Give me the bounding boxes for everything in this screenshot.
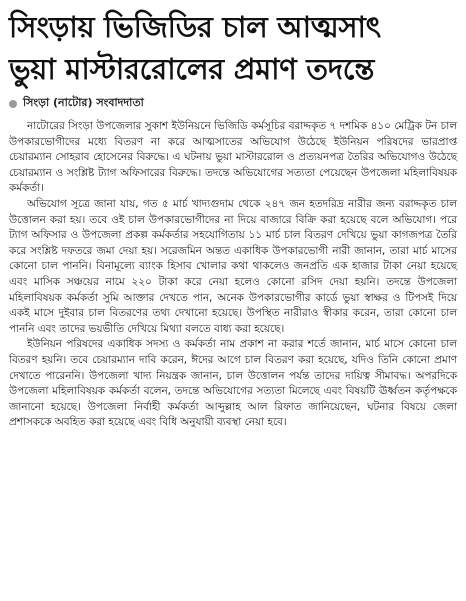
bullet-dot-icon	[9, 100, 17, 108]
article-paragraph-1: নাটোরের সিংড়া উপজেলার সুকাশ ইউনিয়নে ভিজিডি কর্মসূচির বরাদ্দকৃত ৭ দশমিক ৪১০ মেট্রিক টন চাল উপকারভোগীদের মধ্যে বিতরণ না করে আত্মসাতের অভিযোগ উঠেছে ইউনিয়ন পরিষদের ভারপ্রাপ্ত চেয়ারম্যান সোহরাব হোসেনের বিরুদ্ধে। এ ঘটনায় ভুয়া মাস্টাররোল ও প্রত্যয়নপত্র তৈরির অভিযোগও উঠেছে চেয়ারম্যান ও সংশ্লিষ্ট ট্যাগ অফিসারের বিরুদ্ধে। তদন্তে অভিযোগের সত্যতা পেয়েছেন উপজেলা মহিলাবিষয়ক কর্মকর্তা।	[9, 120, 457, 195]
byline-text: সিংড়া (নাটোর) সংবাদদাতা	[23, 96, 144, 109]
headline-line-1: সিংড়ায় ভিজিডির চাল আত্মসাৎ	[9, 10, 381, 44]
article-paragraph-2: অভিযোগ সূত্রে জানা যায়, গত ৫ মার্চ খাদ্যগুদাম থেকে ২৪৭ জন হতদরিদ্র নারীর জন্য বরাদ্দকৃত চাল উত্তোলন করা হয়। তবে ওই চাল উপকারভোগীদের না দিয়ে বাজারে বিক্রি করা হয়েছে বলে অভিযোগ। পরে ট্যাগ অফিসার ও উপজেলা প্রকল্প কর্মকর্তার সহযোগিতায় ১১ মার্চ চাল বিতরণ দেখিয়ে ভুয়া কাগজপত্র তৈরি করে সংশ্লিষ্ট দফতরে জমা দেয়া হয়। সরেজমিন অন্তত একাধিক উপকারভোগী নারী জানান, তারা মার্চ মাসের কোনো চাল পাননি। বিনামূল্যে ব্যাংক হিসাব খোলার কথা থাকলেও জনপ্রতি এক হাজার টাকা নেয়া হয়েছে এবং মাসিক সঞ্চয়ের নামে ২২০ টাকা করে নেয়া হলেও কোনো রসিদ দেয়া হয়নি। তদন্তে উপজেলা মহিলাবিষয়ক কর্মকর্তা সুমি আক্তার দেখতে পান, অনেক উপকারভোগীর কার্ডে ভুয়া স্বাক্ষর ও টিপসই দিয়ে একই মাসে দুইবার চাল বিতরণের তথ্য দেখানো হয়েছে। উপস্থিত নারীরাও স্বীকার করেন, তারা কোনো চাল পাননি এবং তাদের ভয়ভীতি দেখিয়ে মিথ্যা বলতে বাধ্য করা হয়েছে।	[9, 197, 457, 335]
byline	[9, 94, 457, 113]
headline-line-2: ভুয়া মাস্টাররোলের প্রমাণ তদন্তে	[9, 52, 375, 86]
article-paragraph-3: ইউনিয়ন পরিষদের একাধিক সদস্য ও কর্মকর্তা নাম প্রকাশ না করার শর্তে জানান, মার্চ মাসে কোনো চাল বিতরণ হয়নি। তবে চেয়ারম্যান দাবি করেন, ঈদের আগে চাল বিতরণ করা হয়েছে, যদিও তিনি কোনো প্রমাণ দেখাতে পারেননি। উপজেলা খাদ্য নিয়ন্ত্রক জানান, চাল উত্তোলন পর্যন্ত তাদের দায়িত্ব সীমাবদ্ধ। অপরদিকে উপজেলা মহিলাবিষয়ক কর্মকর্তা বলেন, তদন্তে অভিযোগের সত্যতা মিলেছে এবং বিষয়টি ঊর্ধ্বতন কর্তৃপক্ষকে জানানো হয়েছে। উপজেলা নির্বাহী কর্মকর্তা আব্দুল্লাহ আল রিফাত জানিয়েছেন, ঘটনার বিষয়ে জেলা প্রশাসককে অবহিত করা হয়েছে এবং বিধি অনুযায়ী ব্যবস্থা নেয়া হবে।	[9, 338, 457, 429]
